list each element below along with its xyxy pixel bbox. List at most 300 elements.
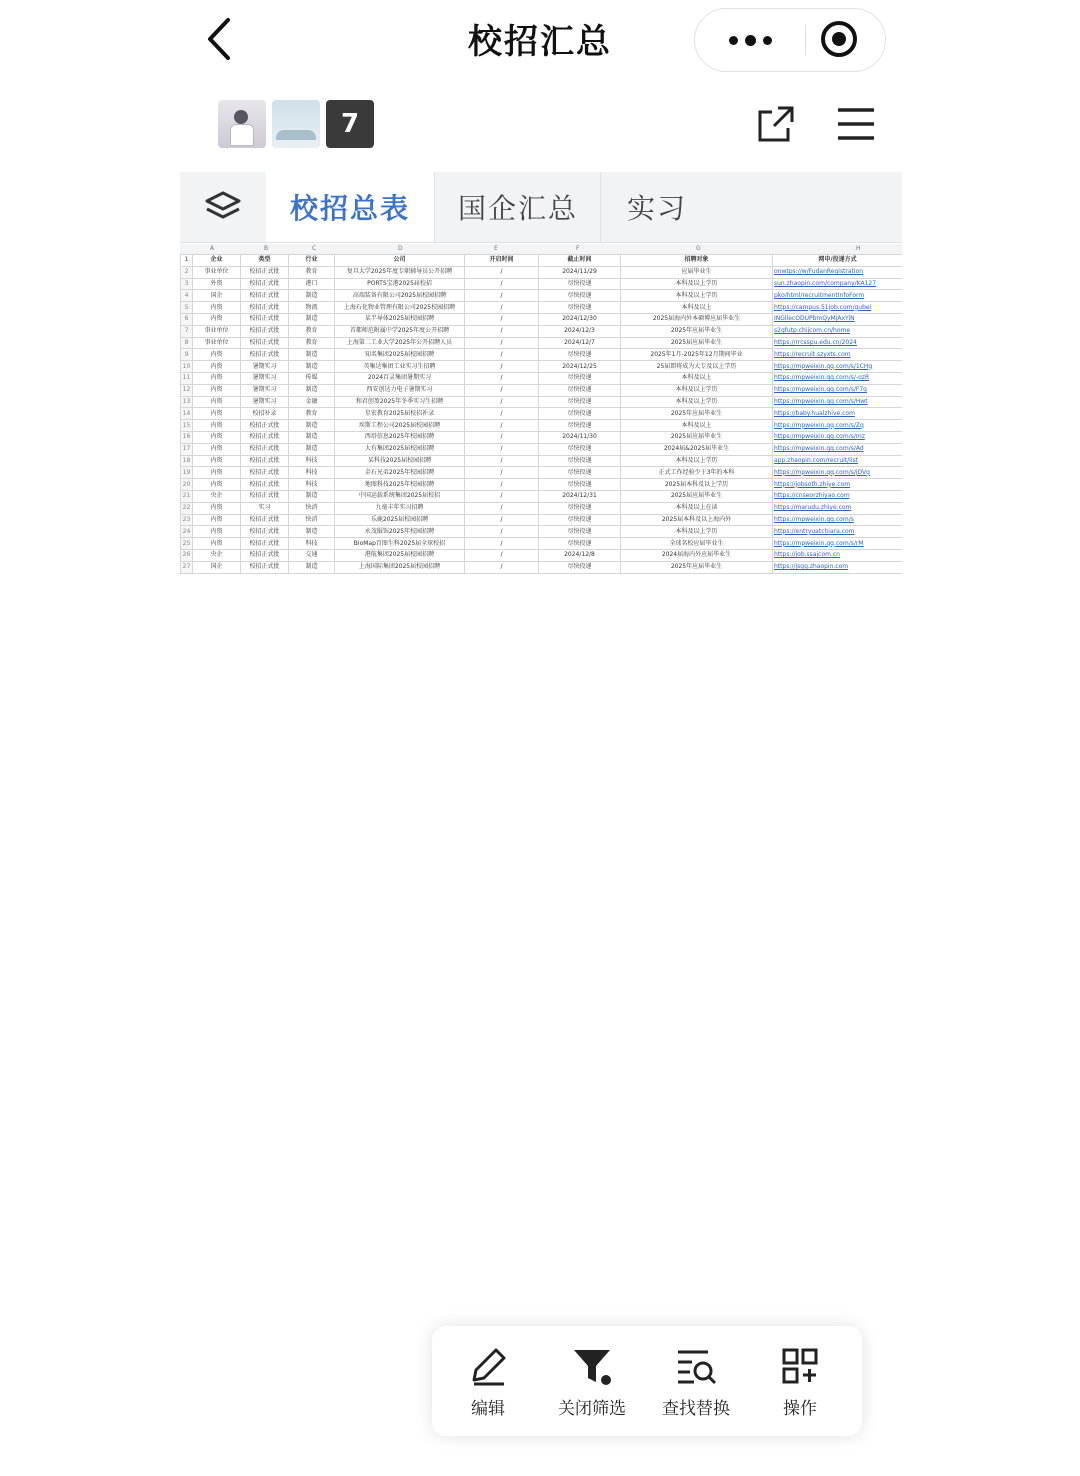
- apply-link-cell[interactable]: onwtps://w/FudanRegistration: [773, 266, 903, 278]
- table-cell[interactable]: 科技: [289, 467, 335, 479]
- table-cell[interactable]: 内资: [193, 514, 241, 526]
- table-cell[interactable]: 西塔信息2025年校园招聘: [335, 431, 465, 443]
- table-cell[interactable]: 港口: [289, 278, 335, 290]
- table-cell[interactable]: 内资: [193, 467, 241, 479]
- close-miniprogram-icon[interactable]: [819, 19, 859, 59]
- table-cell[interactable]: 暑期实习: [241, 396, 289, 408]
- table-cell[interactable]: 校招正式批: [241, 313, 289, 325]
- table-cell[interactable]: 内资: [193, 396, 241, 408]
- table-cell[interactable]: /: [465, 467, 539, 479]
- table-cell[interactable]: 国企: [193, 561, 241, 573]
- table-cell[interactable]: 和君创盈2025年冬季实习生招聘: [335, 396, 465, 408]
- apply-link-cell[interactable]: https://baby.hualzhive.com: [773, 408, 903, 420]
- table-cell[interactable]: 本科及以上学历: [621, 455, 773, 467]
- table-cell[interactable]: 2024/12/7: [539, 337, 621, 349]
- table-cell[interactable]: 制造: [289, 313, 335, 325]
- table-cell[interactable]: 2025届应届毕业生: [621, 490, 773, 502]
- table-cell[interactable]: 尽快投递: [539, 443, 621, 455]
- apply-link-cell[interactable]: https://mpweixin.qq.com/s/Zq: [773, 420, 903, 432]
- table-row[interactable]: [181, 561, 903, 573]
- operations-button[interactable]: [750, 1338, 850, 1428]
- table-cell[interactable]: 校招正式批: [241, 549, 289, 561]
- table-row[interactable]: [181, 490, 903, 502]
- table-cell[interactable]: 首都师范附属中学2025年度公开招聘: [335, 325, 465, 337]
- row-number-cell[interactable]: 1: [181, 255, 193, 267]
- table-cell[interactable]: /: [465, 561, 539, 573]
- table-cell[interactable]: 大有集团2025届校园招聘: [335, 443, 465, 455]
- layers-icon: [203, 187, 243, 227]
- table-cell[interactable]: 2024/11/29: [539, 266, 621, 278]
- table-cell[interactable]: 本科及以上学历: [621, 526, 773, 538]
- table-row[interactable]: [181, 372, 903, 384]
- table-cell[interactable]: 校招正式批: [241, 325, 289, 337]
- pencil-icon: [466, 1344, 510, 1388]
- column-letter[interactable]: C: [312, 245, 317, 252]
- table-cell[interactable]: 内资: [193, 384, 241, 396]
- table-cell[interactable]: /: [465, 384, 539, 396]
- table-cell[interactable]: 校招正式批: [241, 266, 289, 278]
- column-letter[interactable]: G: [696, 245, 701, 252]
- table-cell[interactable]: 上海国际集团2025届校园招聘: [335, 561, 465, 573]
- table-row[interactable]: [181, 526, 903, 538]
- column-letter[interactable]: B: [264, 245, 269, 252]
- table-row[interactable]: [181, 549, 903, 561]
- table-row[interactable]: [181, 443, 903, 455]
- table-cell[interactable]: 2025届本科及以上海内外: [621, 514, 773, 526]
- table-cell[interactable]: 2025年应届毕业生: [621, 408, 773, 420]
- table-cell[interactable]: 2024/11/30: [539, 431, 621, 443]
- table-cell[interactable]: 本科及以上学历: [621, 384, 773, 396]
- column-letter[interactable]: F: [576, 245, 580, 252]
- avatar[interactable]: [218, 100, 266, 148]
- table-cell[interactable]: 科技: [289, 538, 335, 550]
- row-number-cell[interactable]: 4: [181, 290, 193, 302]
- table-cell[interactable]: 内资: [193, 361, 241, 373]
- apply-link-cell[interactable]: https://recruit.szyxts.com: [773, 349, 903, 361]
- table-cell[interactable]: 校招正式批: [241, 467, 289, 479]
- data-table: [180, 254, 902, 574]
- row-number-cell[interactable]: 22: [181, 502, 193, 514]
- table-row[interactable]: [181, 538, 903, 550]
- table-cell[interactable]: /: [465, 431, 539, 443]
- column-header-cell[interactable]: 开启时间: [465, 255, 539, 267]
- row-number-cell[interactable]: 23: [181, 514, 193, 526]
- row-number-cell[interactable]: 9: [181, 349, 193, 361]
- table-cell[interactable]: PORTS宝港2025届校招: [335, 278, 465, 290]
- table-cell[interactable]: 制造: [289, 349, 335, 361]
- table-cell[interactable]: 尽快投递: [539, 561, 621, 573]
- table-cell[interactable]: 乐鹿2025届校园招聘: [335, 514, 465, 526]
- table-cell[interactable]: 校招正式批: [241, 420, 289, 432]
- table-cell[interactable]: 制造: [289, 290, 335, 302]
- apply-link-cell[interactable]: sun.zhaopin.com/company/KA127: [773, 278, 903, 290]
- table-cell[interactable]: /: [465, 549, 539, 561]
- table-cell[interactable]: 内资: [193, 372, 241, 384]
- row-number-cell[interactable]: 6: [181, 313, 193, 325]
- table-row[interactable]: [181, 313, 903, 325]
- table-cell[interactable]: 某科技2025届校园招聘: [335, 455, 465, 467]
- table-cell[interactable]: 制造: [289, 384, 335, 396]
- table-cell[interactable]: 2024届海内外应届毕业生: [621, 549, 773, 561]
- row-number-cell[interactable]: 19: [181, 467, 193, 479]
- table-cell[interactable]: 2025年应届毕业生: [621, 325, 773, 337]
- table-cell[interactable]: 内资: [193, 420, 241, 432]
- table-row[interactable]: [181, 479, 903, 491]
- row-number-cell[interactable]: 27: [181, 561, 193, 573]
- table-cell[interactable]: 央企: [193, 549, 241, 561]
- table-cell[interactable]: 本科及以上学历: [621, 396, 773, 408]
- table-cell[interactable]: 2024/12/25: [539, 361, 621, 373]
- table-cell[interactable]: /: [465, 538, 539, 550]
- table-cell[interactable]: 校招正式批: [241, 538, 289, 550]
- row-number-cell[interactable]: 16: [181, 431, 193, 443]
- table-row[interactable]: [181, 349, 903, 361]
- table-cell[interactable]: 校招正式批: [241, 290, 289, 302]
- table-cell[interactable]: 2024届&2025届毕业生: [621, 443, 773, 455]
- table-cell[interactable]: 尽快投递: [539, 455, 621, 467]
- table-cell[interactable]: 本科及以上: [621, 372, 773, 384]
- table-cell[interactable]: 校招正式批: [241, 278, 289, 290]
- apply-link-cell[interactable]: https://rrcsspu.edu.cn/2024: [773, 337, 903, 349]
- row-number-cell[interactable]: 7: [181, 325, 193, 337]
- table-cell[interactable]: 暑期实习: [241, 372, 289, 384]
- column-letter[interactable]: A: [210, 245, 215, 252]
- table-cell[interactable]: 尽快投递: [539, 349, 621, 361]
- column-header-cell[interactable]: 招聘对象: [621, 255, 773, 267]
- row-number-cell[interactable]: 5: [181, 302, 193, 314]
- table-cell[interactable]: 尽快投递: [539, 384, 621, 396]
- table-cell[interactable]: /: [465, 396, 539, 408]
- table-cell[interactable]: 埃斯工程公司2025届校园招聘: [335, 420, 465, 432]
- row-number-cell[interactable]: 15: [181, 420, 193, 432]
- table-cell[interactable]: 西安创达力电子暑期实习: [335, 384, 465, 396]
- table-cell[interactable]: 2024/12/8: [539, 549, 621, 561]
- table-cell[interactable]: 校招正式批: [241, 337, 289, 349]
- table-cell[interactable]: 2024/12/30: [539, 313, 621, 325]
- column-header-cell[interactable]: 行业: [289, 255, 335, 267]
- table-cell[interactable]: 星宏教育2025届校招补录: [335, 408, 465, 420]
- row-number-cell[interactable]: 3: [181, 278, 193, 290]
- find-replace-button[interactable]: [646, 1338, 746, 1428]
- table-cell[interactable]: 快消: [289, 514, 335, 526]
- table-cell[interactable]: 校招正式批: [241, 349, 289, 361]
- column-header-cell[interactable]: 截止时间: [539, 255, 621, 267]
- row-number-cell[interactable]: 2: [181, 266, 193, 278]
- table-cell[interactable]: /: [465, 502, 539, 514]
- table-cell[interactable]: 教育: [289, 325, 335, 337]
- table-cell[interactable]: /: [465, 408, 539, 420]
- table-cell[interactable]: BioMap百图生科2025届全球校招: [335, 538, 465, 550]
- table-cell[interactable]: /: [465, 479, 539, 491]
- table-cell[interactable]: 2024/12/3: [539, 325, 621, 337]
- table-cell[interactable]: 内资: [193, 479, 241, 491]
- table-row[interactable]: [181, 384, 903, 396]
- table-cell[interactable]: /: [465, 420, 539, 432]
- table-row[interactable]: [181, 290, 903, 302]
- column-header-cell[interactable]: 类型: [241, 255, 289, 267]
- table-cell[interactable]: 内资: [193, 349, 241, 361]
- table-cell[interactable]: 尽快投递: [539, 514, 621, 526]
- apply-link-cell[interactable]: https://marudu.zhiye.com: [773, 502, 903, 514]
- table-cell[interactable]: 港航集团2025届校园招聘: [335, 549, 465, 561]
- table-cell[interactable]: 央企: [193, 490, 241, 502]
- table-cell[interactable]: /: [465, 455, 539, 467]
- table-cell[interactable]: 校招正式批: [241, 490, 289, 502]
- table-cell[interactable]: 内资: [193, 443, 241, 455]
- table-row[interactable]: [181, 325, 903, 337]
- table-cell[interactable]: 本科及以上在读: [621, 502, 773, 514]
- table-row[interactable]: [181, 514, 903, 526]
- table-cell[interactable]: 尽快投递: [539, 467, 621, 479]
- table-cell[interactable]: 内资: [193, 502, 241, 514]
- table-cell[interactable]: 内资: [193, 313, 241, 325]
- table-cell[interactable]: 教育: [289, 266, 335, 278]
- table-cell[interactable]: 尽快投递: [539, 420, 621, 432]
- table-cell[interactable]: 2025届应届毕业生: [621, 431, 773, 443]
- row-number-cell[interactable]: 13: [181, 396, 193, 408]
- table-cell[interactable]: 尽快投递: [539, 396, 621, 408]
- hamburger-menu-icon[interactable]: [836, 104, 876, 144]
- table-row[interactable]: [181, 467, 903, 479]
- column-header-cell[interactable]: 网申/投递方式: [773, 255, 903, 267]
- table-cell[interactable]: 内资: [193, 302, 241, 314]
- table-cell[interactable]: 传媒: [289, 372, 335, 384]
- table-row[interactable]: [181, 502, 903, 514]
- apply-link-cell[interactable]: https://job.ssajcom.cn: [773, 549, 903, 561]
- table-cell[interactable]: 国企: [193, 290, 241, 302]
- table-cell[interactable]: /: [465, 302, 539, 314]
- apply-link-cell[interactable]: https://entryuatchiara.com: [773, 526, 903, 538]
- table-cell[interactable]: 校招正式批: [241, 302, 289, 314]
- table-cell[interactable]: 制造: [289, 561, 335, 573]
- table-cell[interactable]: 九毫丰年实习招聘: [335, 502, 465, 514]
- table-cell[interactable]: 永茂服饰2025年校园招聘: [335, 526, 465, 538]
- table-row[interactable]: [181, 396, 903, 408]
- table-cell[interactable]: 应届毕业生: [621, 266, 773, 278]
- apply-link-cell[interactable]: https://mpweixin.qq.com/s/jDVg: [773, 467, 903, 479]
- table-row[interactable]: [181, 361, 903, 373]
- column-letter[interactable]: D: [398, 245, 403, 252]
- table-cell[interactable]: 事业单位: [193, 266, 241, 278]
- tab-soe-summary[interactable]: 国企汇总: [434, 172, 601, 242]
- table-row[interactable]: [181, 266, 903, 278]
- apply-link-cell[interactable]: https://mpweixin.qq.com/s/mz: [773, 431, 903, 443]
- table-cell[interactable]: 事业单位: [193, 325, 241, 337]
- table-cell[interactable]: 尽快投递: [539, 408, 621, 420]
- row-number-cell[interactable]: 26: [181, 549, 193, 561]
- table-cell[interactable]: 2025年应届毕业生: [621, 561, 773, 573]
- apply-link-cell[interactable]: https://jsgg.zhaopin.com: [773, 561, 903, 573]
- table-cell[interactable]: 校招正式批: [241, 526, 289, 538]
- table-cell[interactable]: 复旦大学2025年度专职辅导员公开招聘: [335, 266, 465, 278]
- table-row[interactable]: [181, 337, 903, 349]
- table-cell[interactable]: 全球名校应届毕业生: [621, 538, 773, 550]
- table-cell[interactable]: 校招正式批: [241, 514, 289, 526]
- table-cell[interactable]: 物流: [289, 302, 335, 314]
- table-cell[interactable]: /: [465, 526, 539, 538]
- table-row[interactable]: [181, 420, 903, 432]
- table-cell[interactable]: 制造: [289, 443, 335, 455]
- row-number-cell[interactable]: 17: [181, 443, 193, 455]
- row-number-cell[interactable]: 14: [181, 408, 193, 420]
- apply-link-cell[interactable]: https://mpweixin.qq.com/s/1CHg: [773, 361, 903, 373]
- column-letter[interactable]: E: [494, 245, 498, 252]
- table-cell[interactable]: 校招正式批: [241, 431, 289, 443]
- apply-link-cell[interactable]: https://mpweixin.qq.com/s/Ad: [773, 443, 903, 455]
- sheet-list-button[interactable]: [180, 172, 266, 242]
- apply-link-cell[interactable]: https://campus.51job.com/gubei: [773, 302, 903, 314]
- row-number-cell[interactable]: 12: [181, 384, 193, 396]
- table-cell[interactable]: 中国运载系统集团2025届校招: [335, 490, 465, 502]
- table-cell[interactable]: 尽快投递: [539, 502, 621, 514]
- edit-button[interactable]: [438, 1338, 538, 1428]
- table-cell[interactable]: /: [465, 349, 539, 361]
- table-cell[interactable]: 校招正式批: [241, 561, 289, 573]
- table-cell[interactable]: 校招正式批: [241, 443, 289, 455]
- apply-link-cell[interactable]: pko/html/recruitmentInfoForm: [773, 290, 903, 302]
- table-cell[interactable]: 内资: [193, 408, 241, 420]
- table-cell[interactable]: /: [465, 514, 539, 526]
- find-replace-label: 查找替换: [662, 1399, 730, 1419]
- table-cell[interactable]: 某半导体2025届校园招聘: [335, 313, 465, 325]
- table-cell[interactable]: 2025年1月-2025年12月期间毕业: [621, 349, 773, 361]
- table-cell[interactable]: 上海第二工业大学2025年公开招聘人员: [335, 337, 465, 349]
- table-cell[interactable]: /: [465, 490, 539, 502]
- table-cell[interactable]: 英集达集团工业实习生招聘: [335, 361, 465, 373]
- table-cell[interactable]: /: [465, 313, 539, 325]
- row-number-cell[interactable]: 11: [181, 372, 193, 384]
- row-number-cell[interactable]: 20: [181, 479, 193, 491]
- table-cell[interactable]: /: [465, 278, 539, 290]
- table-cell[interactable]: 制造: [289, 420, 335, 432]
- table-cell[interactable]: 本科及以上: [621, 420, 773, 432]
- table-cell[interactable]: 2025届海内外本硕博应届毕业生: [621, 313, 773, 325]
- table-cell[interactable]: 内资: [193, 455, 241, 467]
- table-cell[interactable]: /: [465, 443, 539, 455]
- share-icon[interactable]: [756, 104, 796, 144]
- table-cell[interactable]: 校招补录: [241, 408, 289, 420]
- table-cell[interactable]: 校招正式批: [241, 455, 289, 467]
- table-cell[interactable]: 制造: [289, 490, 335, 502]
- table-cell[interactable]: 金融: [289, 396, 335, 408]
- apply-link-cell[interactable]: INGllecODUPbmQyMjAxYiN: [773, 313, 903, 325]
- table-cell[interactable]: 实习: [241, 502, 289, 514]
- apply-link-cell[interactable]: https://mpweixin.qq.com/s/Hwt: [773, 396, 903, 408]
- table-cell[interactable]: 尽快投递: [539, 479, 621, 491]
- table-cell[interactable]: 暑期实习: [241, 361, 289, 373]
- row-number-cell[interactable]: 21: [181, 490, 193, 502]
- table-cell[interactable]: 本科及以上学历: [621, 290, 773, 302]
- table-cell[interactable]: 教育: [289, 337, 335, 349]
- table-cell[interactable]: /: [465, 337, 539, 349]
- table-cell[interactable]: 教育: [289, 408, 335, 420]
- column-letter[interactable]: H: [856, 245, 861, 252]
- table-cell[interactable]: 制造: [289, 431, 335, 443]
- table-cell[interactable]: 本科及以上学历: [621, 278, 773, 290]
- dot-icon: [745, 35, 756, 46]
- table-cell[interactable]: 科技: [289, 479, 335, 491]
- avatar[interactable]: [272, 100, 320, 148]
- table-cell[interactable]: /: [465, 266, 539, 278]
- apply-link-cell[interactable]: https://mpweixin.qq.com/s/-ozR: [773, 372, 903, 384]
- table-cell[interactable]: 地图科技2025年校园招聘: [335, 479, 465, 491]
- table-cell[interactable]: 尽快投递: [539, 526, 621, 538]
- row-number-cell[interactable]: 10: [181, 361, 193, 373]
- table-cell[interactable]: 2025届本科及以上学历: [621, 479, 773, 491]
- table-cell[interactable]: 正式工作经验少于3年的本科: [621, 467, 773, 479]
- table-cell[interactable]: /: [465, 290, 539, 302]
- collaborator-count-avatar[interactable]: [326, 100, 374, 148]
- table-cell[interactable]: 事业单位: [193, 337, 241, 349]
- table-cell[interactable]: 金石兄弟2025年校园招聘: [335, 467, 465, 479]
- close-filter-button[interactable]: [542, 1338, 642, 1428]
- spreadsheet-grid[interactable]: [180, 244, 902, 1476]
- table-cell[interactable]: 校招正式批: [241, 479, 289, 491]
- row-number-cell[interactable]: 24: [181, 526, 193, 538]
- more-options-button[interactable]: [715, 15, 785, 65]
- tab-campus-master[interactable]: 校招总表: [266, 172, 434, 242]
- apply-link-cell[interactable]: https://mpweixin.qq.com/s/rM: [773, 538, 903, 550]
- table-cell[interactable]: 尽快投递: [539, 278, 621, 290]
- table-cell[interactable]: 尽快投递: [539, 372, 621, 384]
- table-cell[interactable]: 2025届应届毕业生: [621, 337, 773, 349]
- apply-link-cell[interactable]: https://mpweixin.qq.com/s: [773, 514, 903, 526]
- table-cell[interactable]: 外资: [193, 278, 241, 290]
- table-cell[interactable]: 暑期实习: [241, 384, 289, 396]
- table-cell[interactable]: 快消: [289, 502, 335, 514]
- table-row[interactable]: [181, 408, 903, 420]
- apply-link-cell[interactable]: https://jobsoth.zhiye.com: [773, 479, 903, 491]
- row-number-cell[interactable]: 25: [181, 538, 193, 550]
- apply-link-cell[interactable]: https://cnseorzhiyao.com: [773, 490, 903, 502]
- table-cell[interactable]: 上海石化物业管理有限公司2025校园招聘: [335, 302, 465, 314]
- row-number-cell[interactable]: 18: [181, 455, 193, 467]
- table-cell[interactable]: 制造: [289, 526, 335, 538]
- column-header-cell[interactable]: 企业: [193, 255, 241, 267]
- table-row[interactable]: [181, 302, 903, 314]
- apply-link-cell[interactable]: app.zhaopin.com/recruit/list: [773, 455, 903, 467]
- table-cell[interactable]: 知名集团2025届校园招聘: [335, 349, 465, 361]
- table-cell[interactable]: 交通: [289, 549, 335, 561]
- miniprogram-capsule: [694, 8, 886, 72]
- table-cell[interactable]: 科技: [289, 455, 335, 467]
- table-row[interactable]: [181, 431, 903, 443]
- table-cell[interactable]: 内资: [193, 526, 241, 538]
- column-header-cell[interactable]: 公司: [335, 255, 465, 267]
- table-cell[interactable]: /: [465, 372, 539, 384]
- table-cell[interactable]: 2024/12/31: [539, 490, 621, 502]
- tab-internship[interactable]: 实习: [600, 172, 713, 242]
- row-number-cell[interactable]: 8: [181, 337, 193, 349]
- table-cell[interactable]: 本科及以上: [621, 302, 773, 314]
- collaborator-avatars[interactable]: [218, 100, 374, 150]
- table-cell[interactable]: 内资: [193, 538, 241, 550]
- table-cell[interactable]: /: [465, 325, 539, 337]
- table-row[interactable]: [181, 278, 903, 290]
- table-row[interactable]: [181, 455, 903, 467]
- table-cell[interactable]: 25届即将成为大专及以上学历: [621, 361, 773, 373]
- table-cell[interactable]: 尽快投递: [539, 302, 621, 314]
- table-cell[interactable]: 尽快投递: [539, 290, 621, 302]
- table-cell[interactable]: 内资: [193, 431, 241, 443]
- table-cell[interactable]: /: [465, 361, 539, 373]
- table-cell[interactable]: 2024百灵集团暑期实习: [335, 372, 465, 384]
- apply-link-cell[interactable]: s2gfutp.chijcom.cn/home: [773, 325, 903, 337]
- table-cell[interactable]: 尽快投递: [539, 538, 621, 550]
- apply-link-cell[interactable]: https://mpweixin.qq.com/s/F7g: [773, 384, 903, 396]
- table-cell[interactable]: 制造: [289, 361, 335, 373]
- table-cell[interactable]: 高端装备有限公司2025届校园招聘: [335, 290, 465, 302]
